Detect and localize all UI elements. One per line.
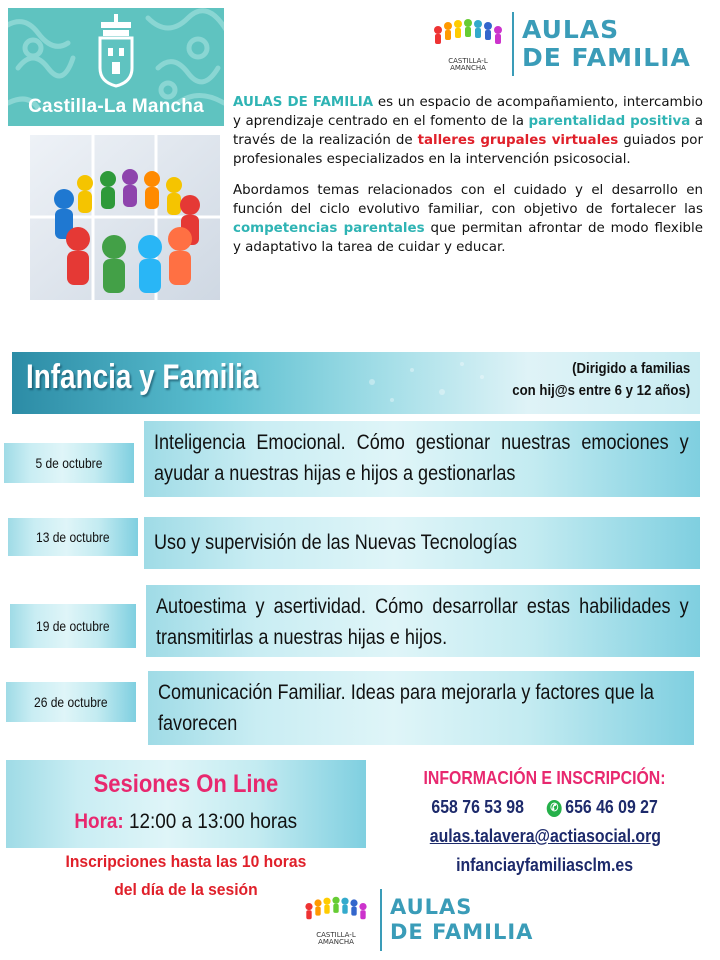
online-title-text: Sesiones On Line: [93, 770, 279, 798]
aulas-line2: DE FAMILIA: [390, 920, 534, 944]
phone-number-1[interactable]: 658 76 53 98: [431, 797, 525, 817]
clm-logo-label: Castilla-La Mancha: [28, 96, 204, 117]
session-topic-text: Autoestima y asertividad. Cómo desarrollar estas habilidades y transmitirlas a nuestras hijas e hijos.: [156, 595, 689, 649]
intro-paragraph-2: [233, 181, 703, 257]
aulas-sub: CASTILLA-LAMANCHA: [448, 57, 488, 72]
aulas-line1: AULAS: [522, 15, 620, 44]
session-date: [10, 604, 136, 648]
deadline-line1: [6, 848, 366, 876]
website-link[interactable]: infanciayfamiliasclm.es: [456, 855, 634, 875]
aulas-de-familia-logo-top: [432, 8, 691, 80]
deadline-line2-text: del día de la sesión: [114, 880, 258, 899]
intro-p2-text-a: Abordamos temas relacionados con el cuidado y el desarrollo en función del ciclo evolutivo familiar, con objetivo de fortalecer las: [233, 183, 703, 217]
highlight-competencias: competencias parentales: [233, 221, 425, 236]
intro-text: [233, 93, 703, 269]
aulas-mark: [432, 16, 504, 72]
section-banner: [12, 352, 700, 414]
phone-number-2[interactable]: 656 46 09 27: [565, 797, 659, 817]
intro-paragraph-1: [233, 93, 703, 169]
highlight-parentalidad: parentalidad positiva: [528, 114, 691, 129]
aulas-title: [522, 16, 691, 72]
castilla-la-mancha-logo: [8, 8, 224, 126]
aulas-sub: CASTILLA-LAMANCHA: [316, 931, 356, 946]
audience-note: [512, 358, 690, 402]
email-link[interactable]: aulas.talavera@actiasocial.org: [429, 826, 661, 846]
deadline-line1-text: Inscripciones hasta las 10 horas: [65, 852, 307, 871]
session-topic-text: Uso y supervisión de las Nuevas Tecnologías: [154, 531, 518, 554]
people-circle-icon: [432, 16, 504, 56]
highlight-talleres: talleres grupales virtuales: [417, 133, 619, 148]
session-topic-text: Comunicación Familiar. Ideas para mejorarla y factores que la favorecen: [158, 681, 654, 735]
family-figures-image: [30, 135, 220, 300]
time-value: 12:00 a 13:00 horas: [129, 810, 298, 833]
aulas-de-familia-logo-bottom: [300, 886, 533, 954]
people-circle-icon: [300, 894, 372, 930]
session-topic: [148, 671, 694, 745]
aulas-title: [390, 895, 533, 945]
session-date: [4, 443, 134, 483]
intro-p1-text-c: guiados por profesionales especializados en la intervención psicosocial.: [233, 133, 703, 167]
aulas-line1: AULAS: [390, 895, 473, 919]
section-title: Infancia y Familia: [26, 358, 259, 396]
web-row: [380, 851, 710, 880]
phone-numbers: [380, 793, 710, 822]
session-date-text: 26 de octubre: [34, 694, 108, 710]
aulas-mark: [300, 894, 372, 946]
program-name: AULAS DE FAMILIA: [233, 95, 374, 110]
session-time: [6, 810, 366, 834]
session-topic-text: Inteligencia Emocional. Cómo gestionar nuestras emociones y ayudar a nuestras hijas e hijos a gestionarlas: [154, 431, 689, 485]
intro-p2-text-b: que permitan afrontar de modo flexible y adaptativo la tarea de cuidar y educar.: [233, 221, 703, 255]
session-date-text: 5 de octubre: [35, 455, 103, 471]
session-topic: [144, 517, 700, 569]
session-date: [8, 518, 138, 556]
session-topic: [144, 421, 700, 497]
online-sessions-box: [6, 760, 366, 848]
contact-title-text: INFORMACIÓN E INSCRIPCIÓN:: [423, 768, 666, 788]
intro-p1-text-b: a través de la realización de: [233, 114, 703, 148]
email-row: [380, 822, 710, 851]
logo-divider: [380, 889, 382, 951]
aulas-line2: DE FAMILIA: [522, 43, 691, 72]
whatsapp-icon: ✆: [547, 800, 562, 817]
intro-p1-text-a: es un espacio de acompañamiento, intercambio y aprendizaje centrado en el fomento de la: [233, 95, 703, 129]
online-title: [6, 770, 366, 799]
contact-title: [380, 764, 710, 793]
audience-note-line2: con hij@s entre 6 y 12 años): [512, 382, 690, 399]
contact-info: [380, 764, 710, 880]
session-date-text: 19 de octubre: [36, 618, 110, 634]
session-date-text: 13 de octubre: [36, 529, 110, 545]
audience-note-line1: (Dirigido a familias: [571, 360, 690, 377]
session-date: [6, 682, 136, 722]
session-topic: [146, 585, 700, 657]
time-label: Hora:: [74, 810, 124, 833]
session-time-wrap: [75, 810, 298, 834]
logo-divider: [512, 12, 514, 76]
